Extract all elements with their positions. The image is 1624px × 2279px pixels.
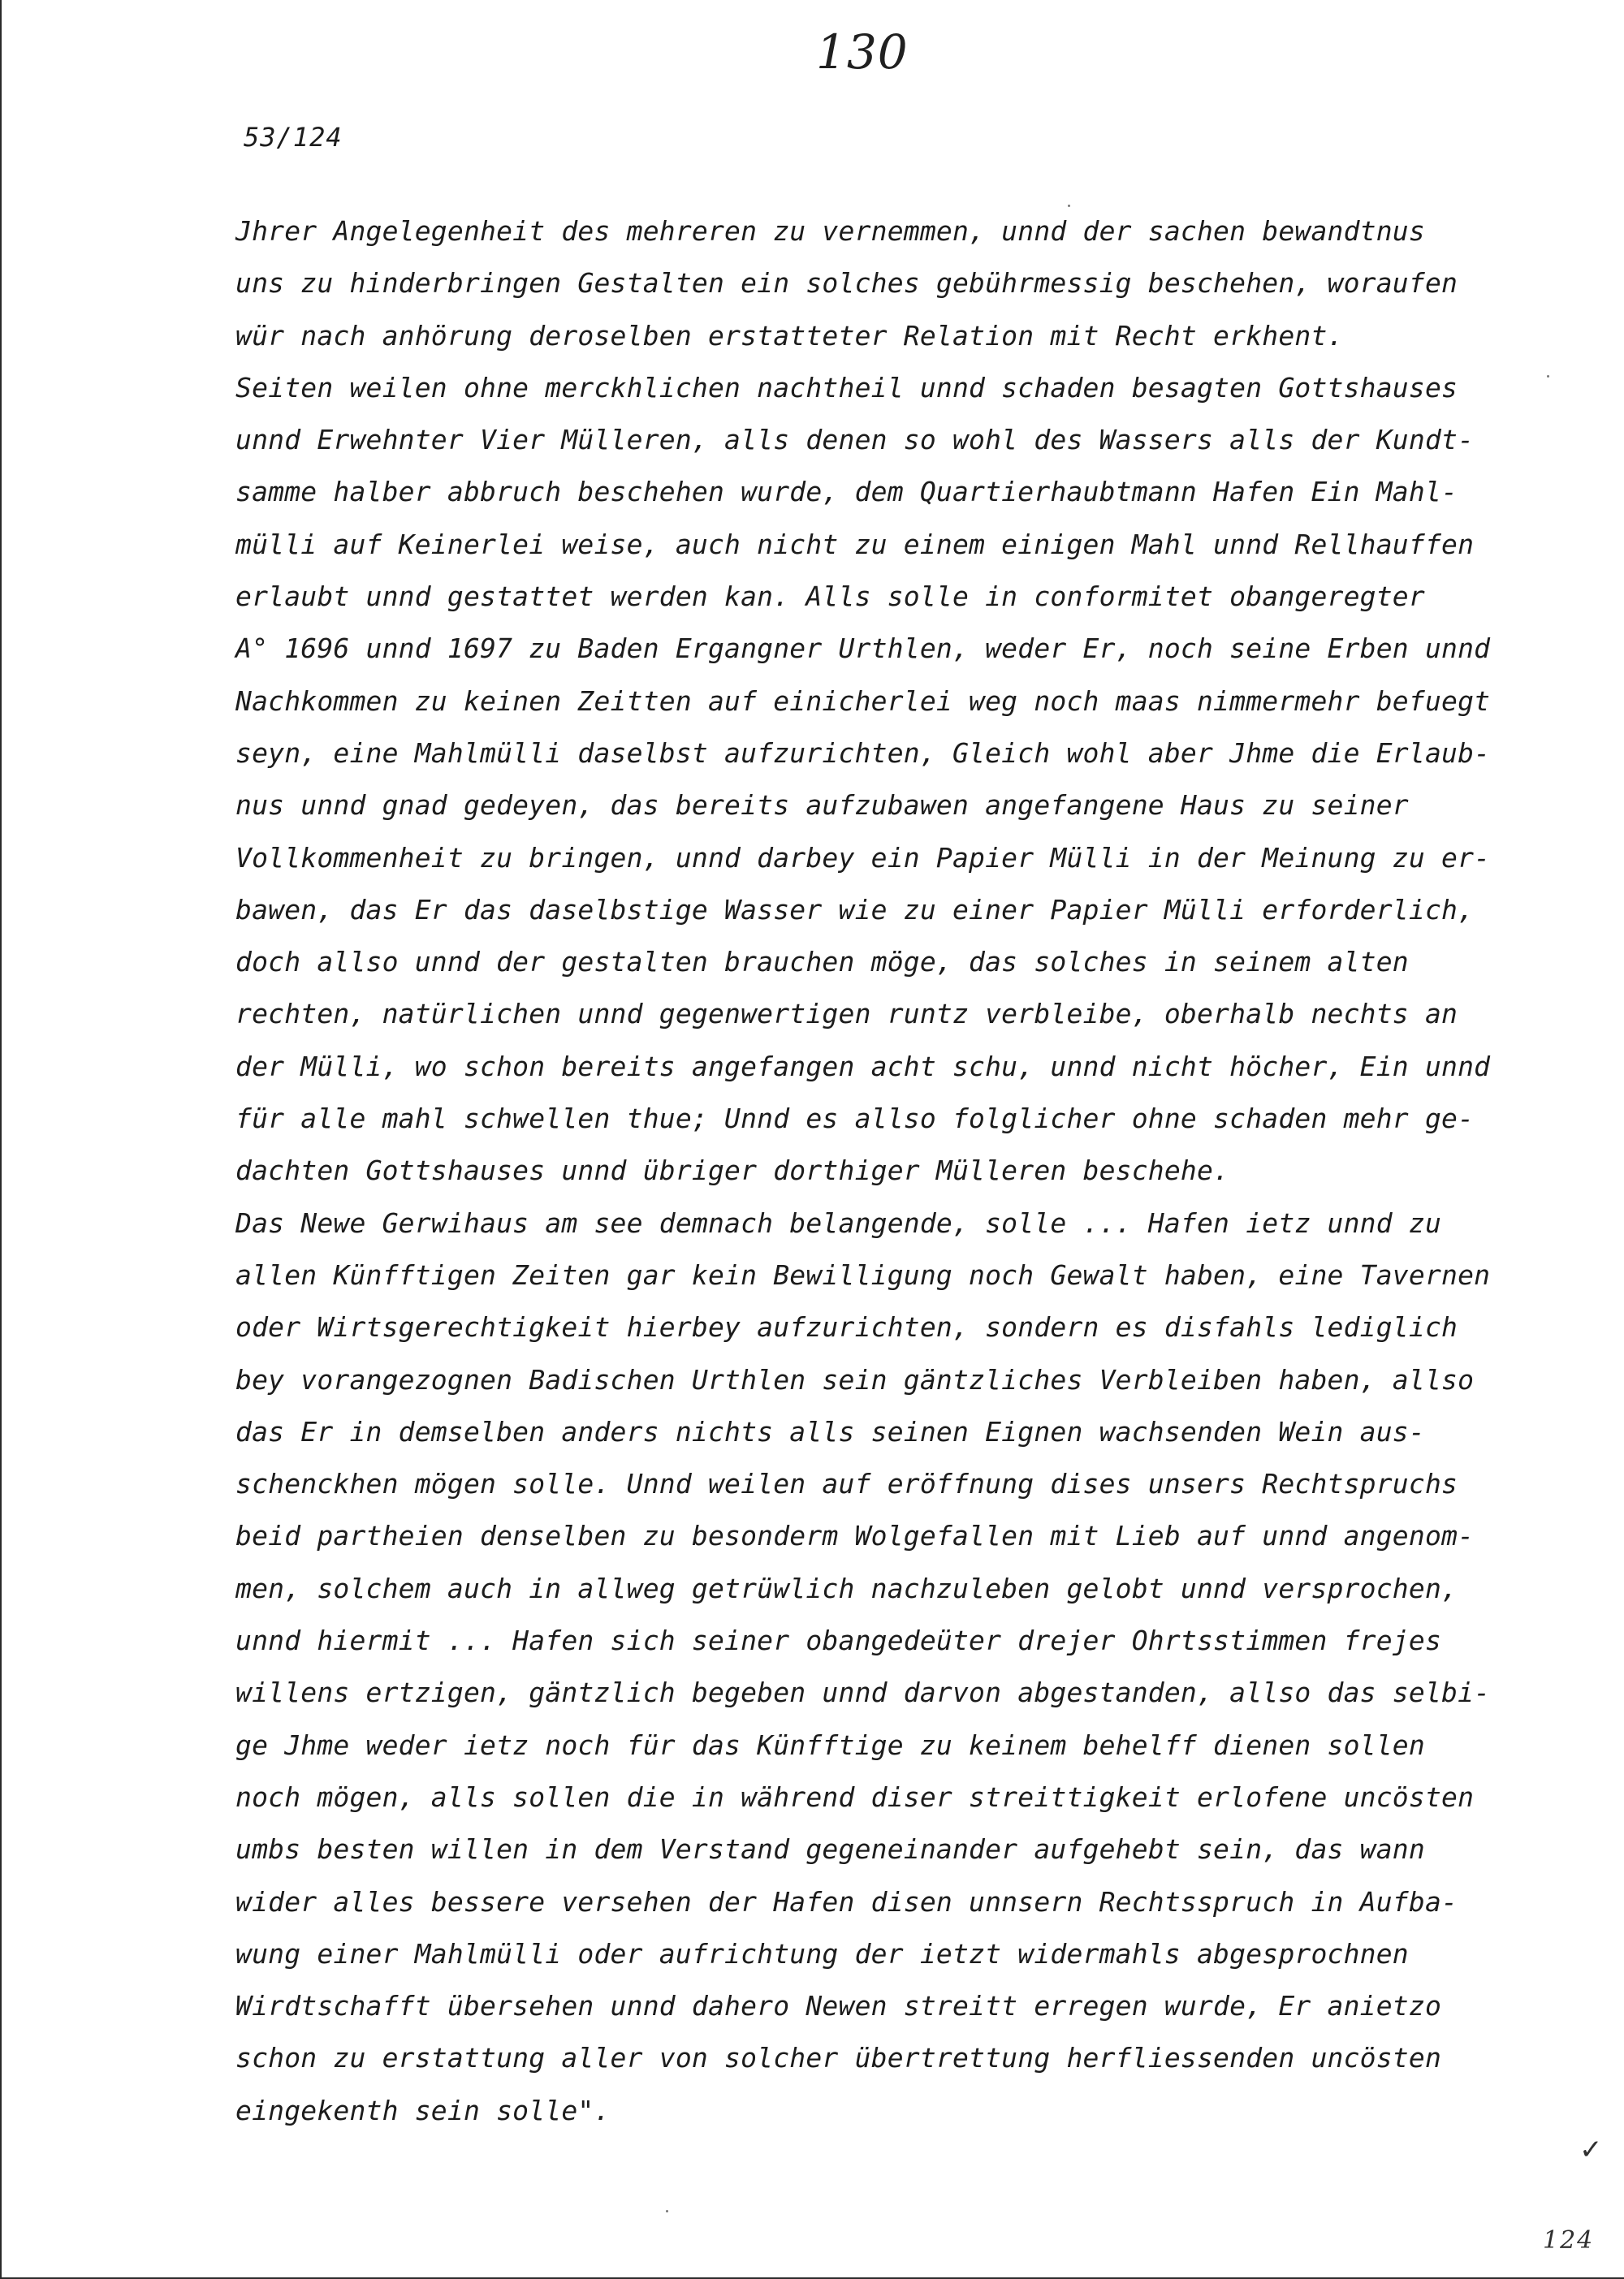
text-line: nus unnd gnad gedeyen, das bereits aufzubawen angefangene Haus zu seiner: [235, 789, 1409, 822]
text-line: wider alles bessere versehen der Hafen disen unnsern Rechtsspruch in Aufba-: [235, 1885, 1458, 1918]
paper-speck: [666, 2210, 668, 2212]
text-line: ge Jhme weder ietz noch für das Künfftige zu keinem behelff dienen sollen: [235, 1729, 1425, 1761]
text-line: A° 1696 unnd 1697 zu Baden Ergangner Urthlen, weder Er, noch seine Erben unnd: [235, 632, 1491, 665]
text-line: dachten Gottshauses unnd übriger dorthiger Mülleren beschehe.: [235, 1155, 1230, 1187]
text-line: Wirdtschafft übersehen unnd dahero Newen streitt erregen wurde, Er anietzo: [235, 1990, 1442, 2022]
text-line: bawen, das Er das daselbstige Wasser wie zu einer Papier Mülli erforderlich,: [235, 893, 1475, 926]
text-line: der Mülli, wo schon bereits angefangen acht schu, unnd nicht höcher, Ein unnd: [235, 1050, 1491, 1082]
check-mark-icon: ✓: [1579, 2134, 1603, 2166]
text-line: mülli auf Keinerlei weise, auch nicht zu einem einigen Mahl unnd Rellhauffen: [235, 528, 1475, 560]
archive-number: 124: [1543, 2226, 1595, 2255]
text-line: Vollkommenheit zu bringen, unnd darbey ein Papier Mülli in der Meinung zu er-: [235, 841, 1491, 874]
text-line: allen Künfftigen Zeiten gar kein Bewilligung noch Gewalt haben, eine Tavernen: [235, 1258, 1491, 1291]
paper-speck: [1547, 375, 1549, 378]
text-line: für alle mahl schwellen thue; Unnd es allso folglicher ohne schaden mehr ge-: [235, 1103, 1475, 1135]
folio-number: 130: [816, 24, 909, 80]
text-line: bey vorangezognen Badischen Urthlen sein gäntzliches Verbleiben haben, allso: [235, 1363, 1475, 1396]
text-line: eingekenth sein solle".: [235, 2094, 611, 2126]
text-line: beid partheien denselben zu besonderm Wolgefallen mit Lieb auf unnd angenom-: [235, 1520, 1475, 1552]
text-line: seyn, eine Mahlmülli daselbst aufzurichten, Gleich wohl aber Jhme die Erlaub-: [235, 736, 1491, 769]
text-line: erlaubt unnd gestattet werden kan. Alls solle in conformitet obangeregter: [235, 581, 1425, 613]
text-line: umbs besten willen in dem Verstand gegeneinander aufgehebt sein, das wann: [235, 1833, 1425, 1866]
text-line: Jhrer Angelegenheit des mehreren zu vernemmen, unnd der sachen bewandtnus: [235, 215, 1425, 247]
text-line: men, solchem auch in allweg getrüwlich nachzuleben gelobt unnd versprochen,: [235, 1572, 1458, 1604]
text-line: Seiten weilen ohne merckhlichen nachtheil unnd schaden besagten Gottshauses: [235, 371, 1458, 404]
text-line: noch mögen, alls sollen die in während diser streittigkeit erlofene uncösten: [235, 1780, 1475, 1813]
paper-speck: [1068, 205, 1070, 207]
text-line: oder Wirtsgerechtigkeit hierbey aufzurichten, sondern es disfahls lediglich: [235, 1311, 1458, 1344]
text-line: wung einer Mahlmülli oder aufrichtung der ietzt widermahls abgesprochnen: [235, 1937, 1409, 1970]
text-line: rechten, natürlichen unnd gegenwertigen runtz verbleibe, oberhalb nechts an: [235, 998, 1458, 1030]
text-line: Das Newe Gerwihaus am see demnach belangende, solle ... Hafen ietz unnd zu: [235, 1206, 1442, 1239]
text-line: schon zu erstattung aller von solcher übertrettung herfliessenden uncösten: [235, 2042, 1442, 2074]
text-line: unnd hiermit ... Hafen sich seiner obangedeüter drejer Ohrtsstimmen frejes: [235, 1625, 1442, 1657]
text-line: das Er in demselben anders nichts alls seinen Eignen wachsenden Wein aus-: [235, 1415, 1425, 1448]
text-line: doch allso unnd der gestalten brauchen möge, das solches in seinem alten: [235, 946, 1409, 978]
text-line: schenckhen mögen solle. Unnd weilen auf eröffnung dises unsers Rechtspruchs: [235, 1468, 1458, 1500]
text-line: wür nach anhörung deroselben erstatteter Relation mit Recht erkhent.: [235, 319, 1344, 352]
text-line: Nachkommen zu keinen Zeitten auf einicherlei weg noch maas nimmermehr befuegt: [235, 684, 1491, 717]
reference-number: 53/124: [244, 122, 343, 153]
text-line: samme halber abbruch beschehen wurde, dem Quartierhaubtmann Hafen Ein Mahl-: [235, 476, 1458, 508]
text-line: unnd Erwehnter Vier Mülleren, alls denen so wohl des Wassers alls der Kundt-: [235, 424, 1475, 456]
text-line: willens ertzigen, gäntzlich begeben unnd darvon abgestanden, allso das selbi-: [235, 1677, 1491, 1709]
transcription-body: [235, 205, 1551, 2137]
text-line: uns zu hinderbringen Gestalten ein solches gebührmessig beschehen, woraufen: [235, 267, 1458, 300]
